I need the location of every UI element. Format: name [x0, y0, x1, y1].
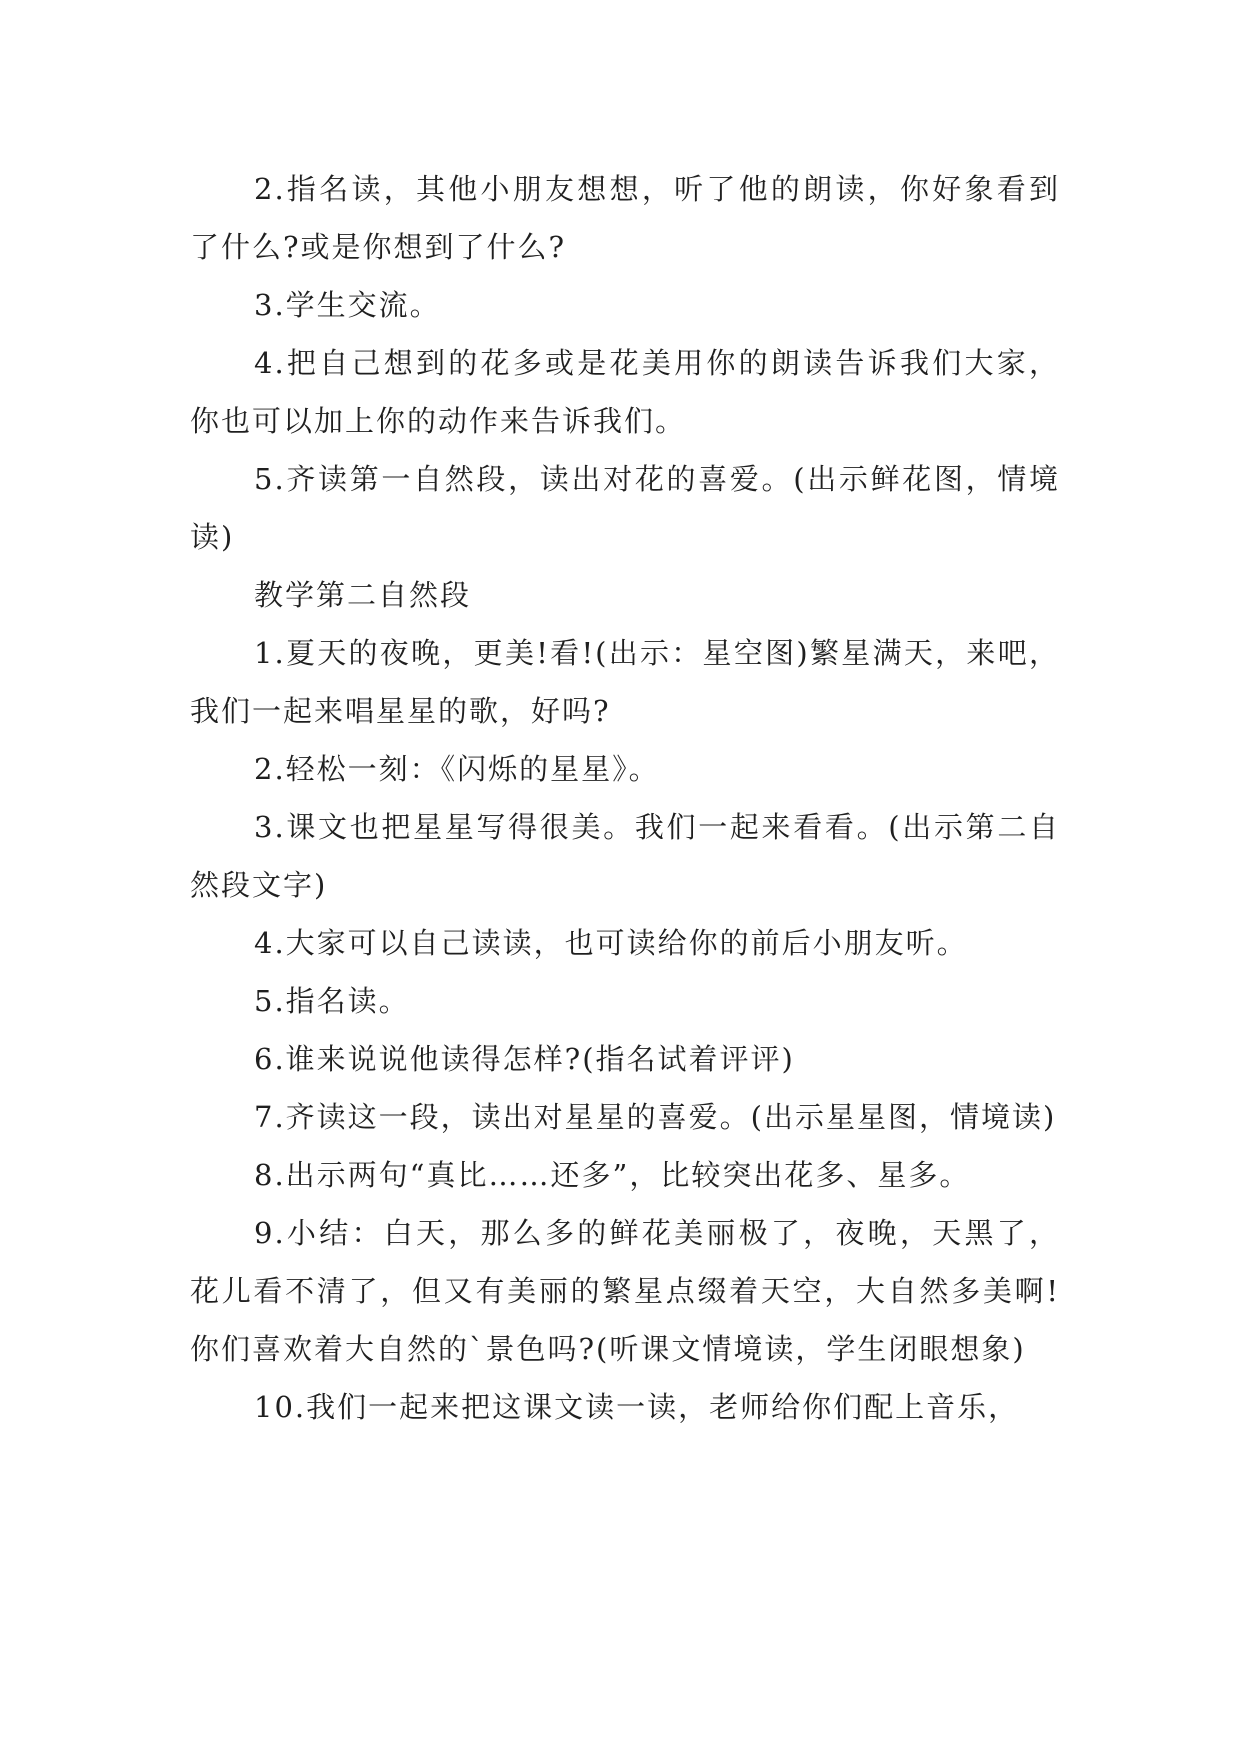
paragraph-self-reading: 4.大家可以自己读读，也可读给你的前后小朋友听。	[254, 926, 968, 960]
paragraph-step-4-read-aloud: 4.把自己想到的花多或是花美用你的朗读告诉我们大家，你也可以加上你的动作来告诉我们。	[190, 346, 1060, 438]
paragraph-evaluation: 6.谁来说说他读得怎样?(指名试着评评)	[254, 1042, 795, 1076]
paragraph-summer-night: 1.夏天的夜晚，更美!看!(出示：星空图)繁星满天，来吧，我们一起来唱星星的歌，好吗?	[190, 636, 1060, 728]
paragraph-summary: 9.小结：白天，那么多的鲜花美丽极了，夜晚，天黑了，花儿看不清了，但又有美丽的繁星点缀着天空，大自然多美啊!你们喜欢着大自然的`景色吗?(听课文情境读，学生闭眼想象)	[190, 1216, 1060, 1366]
paragraph-step-2-reading: 2.指名读，其他小朋友想想，听了他的朗读，你好象看到了什么?或是你想到了什么?	[190, 172, 1060, 264]
paragraph-step-5-choral-reading: 5.齐读第一自然段，读出对花的喜爱。(出示鲜花图，情境读)	[190, 462, 1060, 554]
paragraph-song-break: 2.轻松一刻：《闪烁的星星》。	[254, 752, 660, 786]
document-body	[190, 160, 1060, 1436]
paragraph-step-3-exchange: 3.学生交流。	[254, 288, 441, 322]
paragraph-named-reading: 5.指名读。	[254, 984, 410, 1018]
paragraph-stars-text: 3.课文也把星星写得很美。我们一起来看看。(出示第二自然段文字)	[190, 810, 1060, 902]
paragraph-comparison: 8.出示两句“真比……还多”，比较突出花多、星多。	[254, 1158, 971, 1192]
section-heading-second-paragraph: 教学第二自然段	[254, 578, 472, 612]
paragraph-read-with-music: 10.我们一起来把这课文读一读，老师给你们配上音乐，	[254, 1390, 1020, 1424]
paragraph-choral-stars: 7.齐读这一段，读出对星星的喜爱。(出示星星图，情境读)	[254, 1100, 1057, 1134]
